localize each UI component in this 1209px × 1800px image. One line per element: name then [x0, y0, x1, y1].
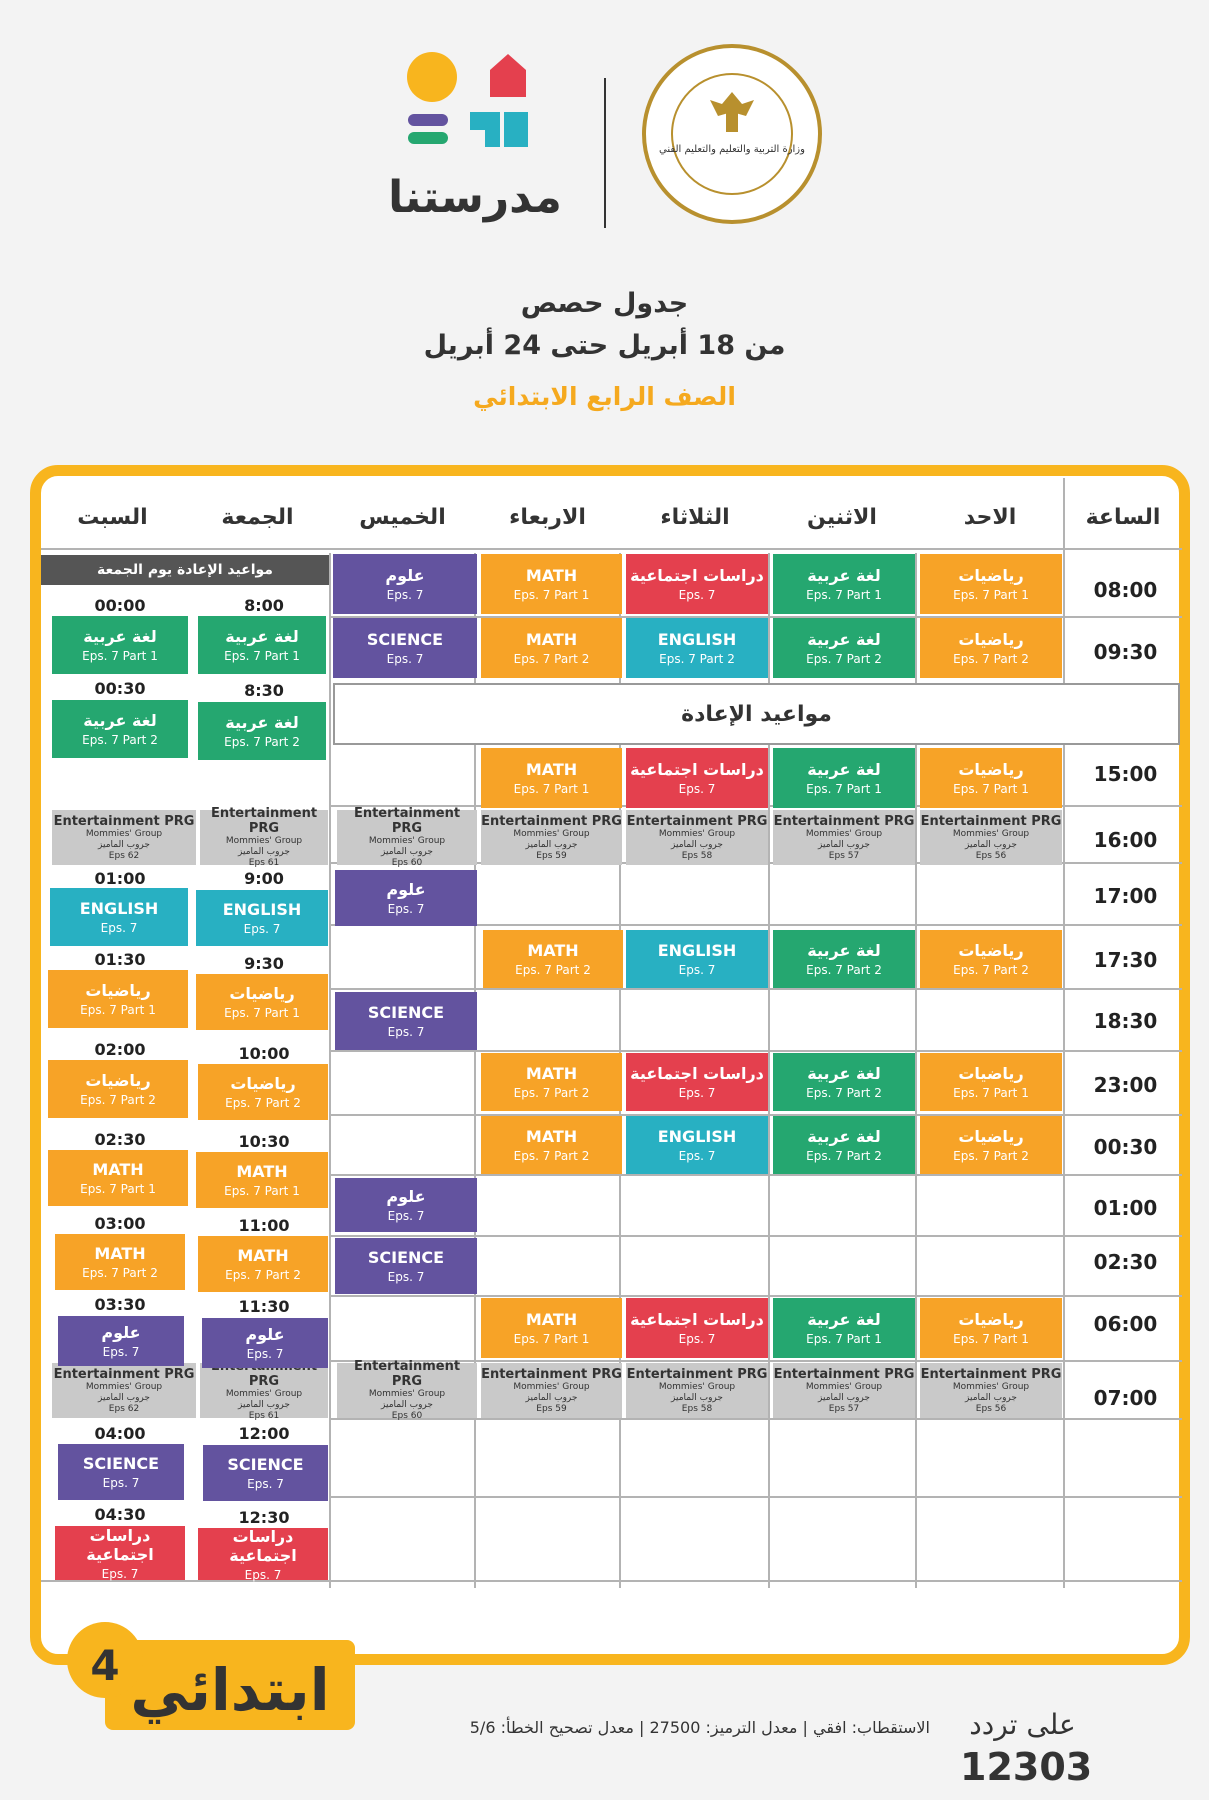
friday-time: 10:30 [238, 1132, 290, 1151]
entertainment-cell: Entertainment PRG Mommies' Group جروب الماميز Eps 60 [337, 810, 477, 865]
frequency-details: الاستقطاب: افقي | معدل الترميز: 27500 | معدل تصحيح الخطأ: 5/6 [469, 1718, 930, 1737]
lesson-cell: علوم Eps. 7 [58, 1316, 184, 1366]
entertainment-cell: Entertainment PRG Mommies' Group جروب الماميز Eps 56 [920, 810, 1062, 865]
lesson-cell: رياضيات Eps. 7 Part 1 [48, 970, 188, 1028]
lesson-cell: لغة عربية Eps. 7 Part 1 [773, 554, 915, 614]
lesson-cell: لغة عربية Eps. 7 Part 2 [52, 700, 188, 758]
time-label: 00:30 [1093, 1135, 1158, 1159]
saturday-time: 02:30 [94, 1130, 146, 1149]
madrasatna-logo [380, 42, 570, 242]
saturday-time: 00:30 [94, 679, 146, 698]
lesson-cell: علوم Eps. 7 [335, 1178, 477, 1232]
lesson-cell: MATH Eps. 7 Part 2 [483, 930, 623, 988]
lesson-cell: لغة عربية Eps. 7 Part 2 [773, 1116, 915, 1174]
svg-text:4: 4 [90, 1641, 120, 1690]
friday-time: 11:30 [238, 1297, 290, 1316]
logo-divider [604, 78, 606, 228]
grid-line [41, 1580, 1182, 1582]
lesson-cell: رياضيات Eps. 7 Part 2 [920, 618, 1062, 678]
entertainment-cell: Entertainment PRG Mommies' Group جروب الماميز Eps 62 [52, 1363, 196, 1418]
time-label: 17:30 [1093, 948, 1158, 972]
grid-line [329, 1295, 1182, 1297]
day-header-fri: الجمعة [221, 505, 294, 530]
frequency-label: على تردد [969, 1708, 1076, 1741]
lesson-cell: ENGLISH Eps. 7 Part 2 [626, 618, 768, 678]
time-label: 09:30 [1093, 640, 1158, 664]
lesson-cell: SCIENCE Eps. 7 [58, 1444, 184, 1500]
saturday-time: 01:00 [94, 869, 146, 888]
lesson-cell: لغة عربية Eps. 7 Part 1 [773, 748, 915, 808]
lesson-cell: MATH Eps. 7 Part 1 [481, 748, 622, 808]
grid-line [329, 1496, 1182, 1498]
lesson-cell: علوم Eps. 7 [202, 1318, 328, 1368]
day-header-wed: الاربعاء [509, 505, 586, 530]
lesson-cell: MATH Eps. 7 Part 2 [481, 1116, 622, 1174]
day-header-time: الساعة [1085, 505, 1161, 530]
svg-text:ابتدائي: ابتدائي [130, 1656, 330, 1724]
schedule-title: جدول حصص [520, 288, 689, 319]
time-label: 08:00 [1093, 578, 1158, 602]
entertainment-cell: Entertainment PRG Mommies' Group جروب الماميز Eps 57 [773, 1363, 915, 1418]
lesson-cell: لغة عربية Eps. 7 Part 2 [773, 618, 915, 678]
friday-time: 8:00 [244, 596, 284, 615]
lesson-cell: رياضيات Eps. 7 Part 1 [196, 974, 328, 1030]
friday-time: 12:30 [238, 1508, 290, 1527]
time-label: 15:00 [1093, 762, 1158, 786]
lesson-cell: لغة عربية Eps. 7 Part 1 [773, 1298, 915, 1358]
lesson-cell: رياضيات Eps. 7 Part 2 [48, 1060, 188, 1118]
svg-text:وزارة التربية والتعليم والتعلي: وزارة التربية والتعليم والتعليم الفني [659, 144, 805, 155]
time-label: 17:00 [1093, 884, 1158, 908]
friday-time: 8:30 [244, 681, 284, 700]
lesson-cell: MATH Eps. 7 Part 1 [481, 1298, 622, 1358]
lesson-cell: لغة عربية Eps. 7 Part 1 [52, 616, 188, 674]
lesson-cell: لغة عربية Eps. 7 Part 2 [773, 930, 915, 988]
grid-line [329, 1050, 1182, 1052]
lesson-cell: MATH Eps. 7 Part 2 [198, 1236, 328, 1292]
entertainment-cell: Entertainment PRG Mommies' Group جروب الماميز Eps 59 [481, 1363, 622, 1418]
grid-line [329, 988, 1182, 990]
grid-line [329, 553, 331, 1588]
friday-time: 11:00 [238, 1216, 290, 1235]
lesson-cell: لغة عربية Eps. 7 Part 2 [773, 1053, 915, 1111]
lesson-cell: رياضيات Eps. 7 Part 2 [198, 1064, 328, 1120]
lesson-cell: رياضيات Eps. 7 Part 1 [920, 1053, 1062, 1111]
lesson-cell: MATH Eps. 7 Part 1 [48, 1150, 188, 1206]
lesson-cell: ENGLISH Eps. 7 [196, 890, 328, 946]
friday-replay-banner: مواعيد الإعادة يوم الجمعة [41, 555, 329, 585]
saturday-time: 04:30 [94, 1505, 146, 1524]
entertainment-cell: Entertainment PRG Mommies' Group جروب الماميز Eps 60 [337, 1363, 477, 1418]
lesson-cell: لغة عربية Eps. 7 Part 1 [198, 616, 326, 674]
day-header-sat: السبت [77, 505, 148, 530]
lesson-cell: MATH Eps. 7 Part 1 [481, 554, 622, 614]
entertainment-cell: Entertainment PRG Mommies' Group جروب الماميز Eps 58 [626, 1363, 768, 1418]
time-label: 06:00 [1093, 1312, 1158, 1336]
lesson-cell: دراسات اجتماعية Eps. 7 [626, 1298, 768, 1358]
saturday-time: 00:00 [94, 596, 146, 615]
lesson-cell: علوم Eps. 7 [333, 554, 477, 614]
time-label: 18:30 [1093, 1009, 1158, 1033]
lesson-cell: دراسات اجتماعية Eps. 7 [198, 1528, 328, 1580]
grade-title: الصف الرابع الابتدائي [473, 382, 736, 411]
lesson-cell: دراسات اجتماعية Eps. 7 [55, 1526, 185, 1580]
grid-line [329, 1174, 1182, 1176]
lesson-cell: دراسات اجتماعية Eps. 7 [626, 554, 768, 614]
entertainment-cell: Entertainment PRG Mommies' Group جروب الماميز Eps 57 [773, 810, 915, 865]
time-label: 07:00 [1093, 1386, 1158, 1410]
lesson-cell: رياضيات Eps. 7 Part 1 [920, 748, 1062, 808]
lesson-cell: دراسات اجتماعية Eps. 7 [626, 748, 768, 808]
lesson-cell: علوم Eps. 7 [335, 870, 477, 926]
saturday-time: 01:30 [94, 950, 146, 969]
lesson-cell: MATH Eps. 7 Part 1 [196, 1152, 328, 1208]
lesson-cell: MATH Eps. 7 Part 2 [55, 1234, 185, 1290]
lesson-cell: SCIENCE Eps. 7 [333, 618, 477, 678]
lesson-cell: MATH Eps. 7 Part 2 [481, 618, 622, 678]
day-header-tue: الثلاثاء [660, 505, 730, 530]
madrasatna-wordmark: مدرستنا [388, 172, 562, 223]
entertainment-cell: Entertainment PRG Mommies' Group جروب الماميز Eps 56 [920, 1363, 1062, 1418]
lesson-cell: ENGLISH Eps. 7 [626, 1116, 768, 1174]
friday-time: 10:00 [238, 1044, 290, 1063]
entertainment-cell: PRG Mommies' Group جروب الماميز Eps 61 [200, 1363, 328, 1418]
lesson-cell: رياضيات Eps. 7 Part 2 [920, 1116, 1062, 1174]
saturday-time: 03:30 [94, 1295, 146, 1314]
lesson-cell: MATH Eps. 7 Part 2 [481, 1053, 622, 1111]
lesson-cell: ENGLISH Eps. 7 [626, 930, 768, 988]
lesson-cell: رياضيات Eps. 7 Part 1 [920, 554, 1062, 614]
logo-bar [0, 30, 1209, 230]
time-label: 01:00 [1093, 1196, 1158, 1220]
entertainment-cell: Entertainment PRG Mommies' Group جروب الماميز Eps 61 [200, 810, 328, 865]
entertainment-cell: Entertainment PRG Mommies' Group جروب الماميز Eps 59 [481, 810, 622, 865]
entertainment-cell: Entertainment PRG Mommies' Group جروب الماميز Eps 62 [52, 810, 196, 865]
day-header-sun: الاحد [963, 505, 1017, 530]
frequency-number: 12303 [960, 1745, 1093, 1789]
entertainment-cell: Entertainment PRG Mommies' Group جروب الماميز Eps 58 [626, 810, 768, 865]
lesson-cell: رياضيات Eps. 7 Part 2 [920, 930, 1062, 988]
grid-line [329, 1235, 1182, 1237]
grid-line [329, 1418, 1182, 1420]
saturday-time: 04:00 [94, 1424, 146, 1443]
ministry-seal-icon [640, 42, 825, 227]
lesson-cell: ENGLISH Eps. 7 [50, 888, 188, 946]
saturday-time: 03:00 [94, 1214, 146, 1233]
lesson-cell: SCIENCE Eps. 7 [335, 992, 477, 1050]
lesson-cell: دراسات اجتماعية Eps. 7 [626, 1053, 768, 1111]
time-label: 02:30 [1093, 1250, 1158, 1274]
lesson-cell: رياضيات Eps. 7 Part 1 [920, 1298, 1062, 1358]
schedule-date-range: من 18 أبريل حتى 24 أبريل [423, 330, 786, 361]
grade-badge [65, 1620, 365, 1735]
day-header-thu: الخميس [359, 505, 446, 530]
friday-time: 12:00 [238, 1424, 290, 1443]
time-label: 23:00 [1093, 1073, 1158, 1097]
lesson-cell: SCIENCE Eps. 7 [203, 1445, 328, 1501]
lesson-cell: SCIENCE Eps. 7 [335, 1238, 477, 1294]
grid-line [1063, 478, 1065, 1588]
friday-time: 9:00 [244, 869, 284, 888]
grid-line [41, 548, 1182, 550]
saturday-time: 02:00 [94, 1040, 146, 1059]
day-header-mon: الاثنين [807, 505, 877, 530]
friday-time: 9:30 [244, 954, 284, 973]
time-label: 16:00 [1093, 828, 1158, 852]
lesson-cell: لغة عربية Eps. 7 Part 2 [198, 702, 326, 760]
replay-banner: مواعيد الإعادة [333, 683, 1180, 745]
